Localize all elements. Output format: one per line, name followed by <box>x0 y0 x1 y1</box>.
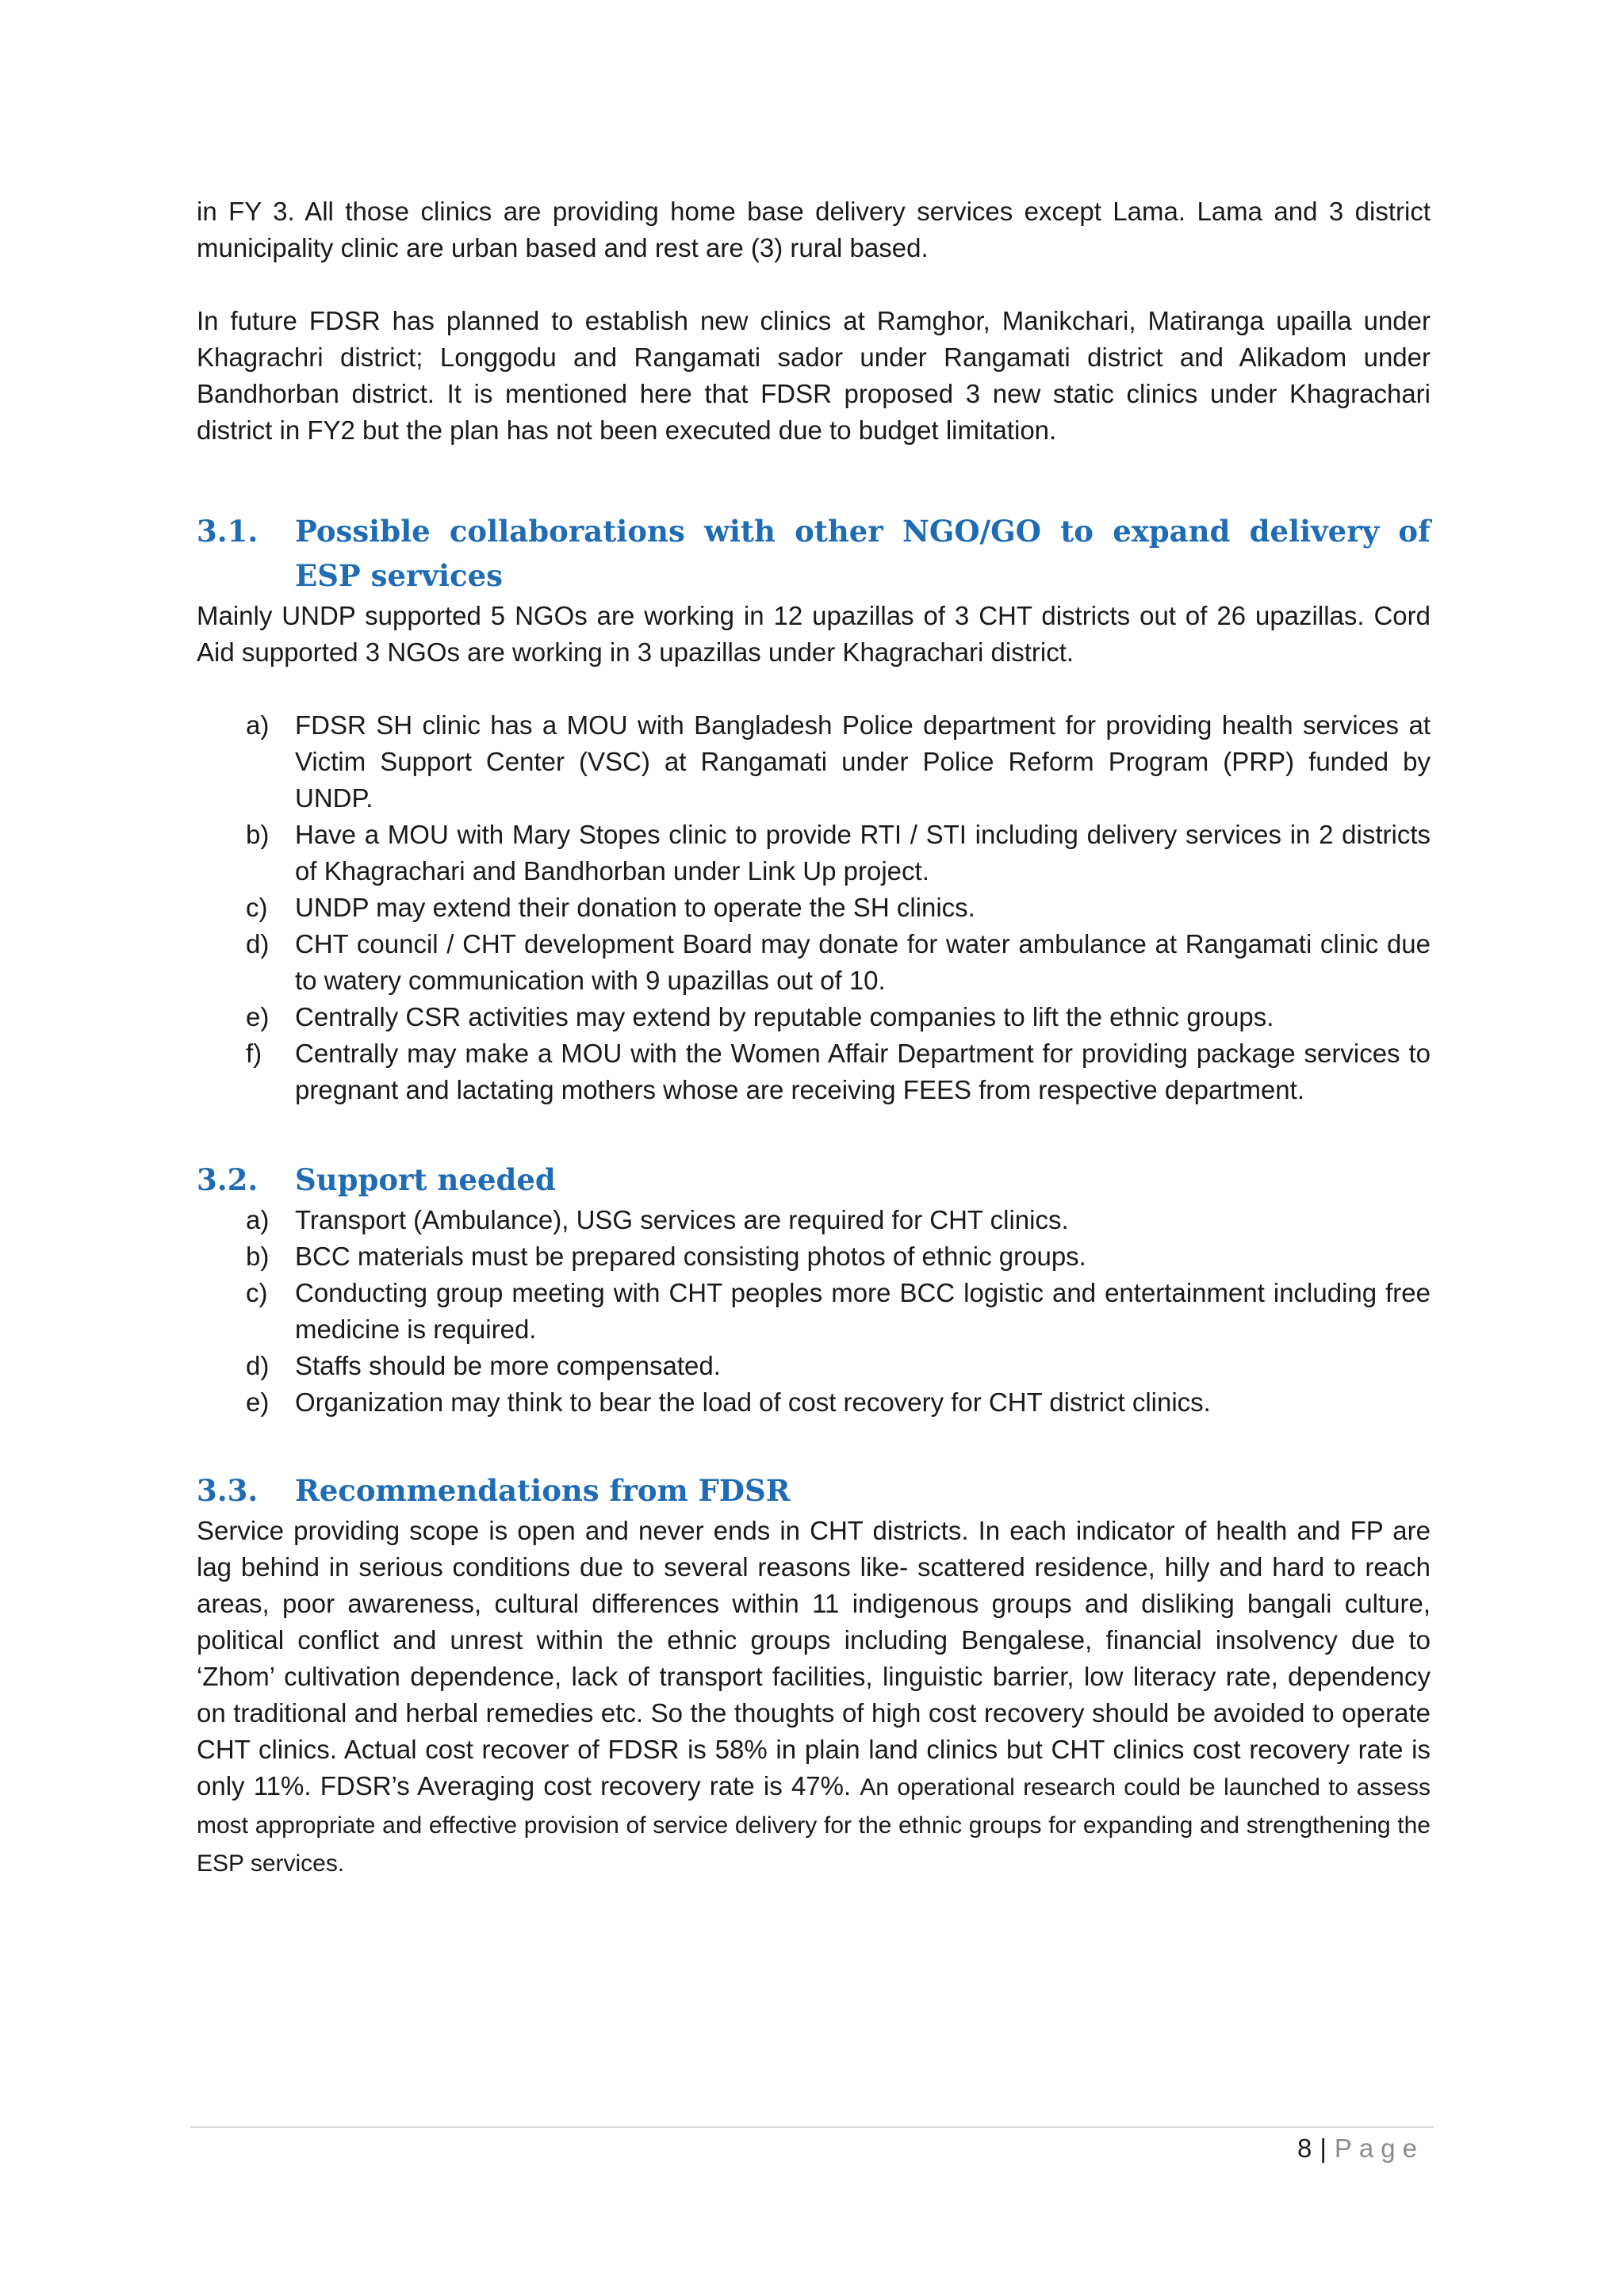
recommendations-body-small: An operational research could be launched to assess most appropriate and effective provision of service delivery for the ethnic groups for expanding and strengthening the ESP services. <box>197 1774 1431 1877</box>
support-needed-list <box>246 1202 1431 1421</box>
list-item-text: Conducting group meeting with CHT peoples more BCC logistic and entertainment including free medicine is required. <box>295 1278 1431 1344</box>
list-marker: e) <box>246 1002 270 1031</box>
section-3-1-intro: Mainly UNDP supported 5 NGOs are working in 12 upazillas of 3 CHT districts out of 26 upazillas. Cord Aid supported 3 NGOs are working in 3 upazillas under Khagrachari district. <box>197 601 1431 667</box>
section-number: 3.1. <box>197 514 259 549</box>
list-marker: c) <box>246 1278 268 1307</box>
list-marker: e) <box>246 1387 270 1417</box>
list-item <box>246 1202 1431 1238</box>
list-item-text: FDSR SH clinic has a MOU with Bangladesh Police department for providing health services at Victim Support Center (VSC) at Rangamati under Police Reform Program (PRP) funded by UNDP. <box>295 710 1431 813</box>
list-item-text: CHT council / CHT development Board may donate for water ambulance at Rangamati clinic due to watery communication with 9 upazillas out of 10. <box>295 929 1431 995</box>
list-item-text: UNDP may extend their donation to operate the SH clinics. <box>295 893 975 922</box>
list-item <box>246 1384 1431 1421</box>
section-heading-3-2 <box>197 1158 1431 1202</box>
list-item <box>246 1238 1431 1275</box>
section-number: 3.2. <box>197 1162 259 1197</box>
list-item <box>246 1275 1431 1348</box>
list-marker: b) <box>246 820 270 849</box>
list-item <box>246 999 1431 1035</box>
page-footer <box>1297 2130 1424 2168</box>
list-marker: c) <box>246 893 268 922</box>
section-heading-3-1 <box>197 509 1431 598</box>
list-item <box>246 1035 1431 1108</box>
list-item-text: Centrally CSR activities may extend by reputable companies to lift the ethnic groups. <box>295 1002 1274 1031</box>
section-title: Recommendations from FDSR <box>295 1473 791 1508</box>
list-item-text: Have a MOU with Mary Stopes clinic to provide RTI / STI including delivery services in 2 districts of Khagrachari and Bandhorban under Link Up project. <box>295 820 1431 886</box>
list-marker: d) <box>246 929 270 959</box>
page-content <box>197 193 1431 1882</box>
list-marker: b) <box>246 1242 270 1271</box>
list-item-text: BCC materials must be prepared consisting photos of ethnic groups. <box>295 1242 1086 1271</box>
section-number: 3.3. <box>197 1473 259 1508</box>
list-marker: a) <box>246 710 270 740</box>
section-title: Possible collaborations with other NGO/GO to expand delivery of ESP services <box>295 514 1431 593</box>
list-item-text: Staffs should be more compensated. <box>295 1351 721 1380</box>
footer-separator: | <box>1320 2133 1327 2163</box>
list-item-text: Transport (Ambulance), USG services are required for CHT clinics. <box>295 1205 1069 1234</box>
list-item <box>246 817 1431 890</box>
list-marker: d) <box>246 1351 270 1380</box>
list-item-text: Organization may think to bear the load of cost recovery for CHT district clinics. <box>295 1387 1211 1417</box>
list-marker: f) <box>246 1039 262 1068</box>
list-item <box>246 707 1431 817</box>
list-marker: a) <box>246 1205 270 1234</box>
intro-paragraph-1: in FY 3. All those clinics are providing home base delivery services except Lama. Lama and 3 district municipality clinic are urban based and rest are (3) rural based. <box>197 197 1431 262</box>
list-item <box>246 1348 1431 1384</box>
page-number: 8 <box>1297 2133 1312 2163</box>
intro-paragraph-2: In future FDSR has planned to establish new clinics at Ramghor, Manikchari, Matiranga upailla under Khagrachri district; Longgodu and Rangamati sador under Rangamati district and Alikadom under Bandhorban district. It is mentioned here that FDSR proposed 3 new static clinics under Khagrachari district in FY2 but the plan has not been executed due to budget limitation. <box>197 306 1431 445</box>
list-item <box>246 890 1431 926</box>
footer-divider <box>190 2126 1434 2128</box>
collaboration-list <box>246 707 1431 1108</box>
section-title: Support needed <box>295 1162 556 1197</box>
list-item-text: Centrally may make a MOU with the Women Affair Department for providing package services to pregnant and lactating mothers whose are receiving FEES from respective department. <box>295 1039 1431 1104</box>
recommendations-body: Service providing scope is open and never ends in CHT districts. In each indicator of health and FP are lag behind in serious conditions due to several reasons like- scattered residence, hilly and hard to reach areas, poor awareness, cultural differences within 11 indigenous groups and disliking bangali culture, political conflict and unrest within the ethnic groups including Bengalese, financial insolvency due to ‘Zhom’ cultivation dependence, lack of transport facilities, linguistic barrier, low literacy rate, dependency on traditional and herbal remedies etc. So the thoughts of high cost recovery should be avoided to operate CHT clinics. Actual cost recover of FDSR is 58% in plain land clinics but CHT clinics cost recovery rate is only 11%. FDSR’s Averaging cost recovery rate is 47%. <box>197 1516 1431 1800</box>
page-label: Page <box>1334 2133 1424 2163</box>
section-heading-3-3 <box>197 1468 1431 1513</box>
list-item <box>246 926 1431 999</box>
recommendations-paragraph <box>197 1513 1431 1882</box>
